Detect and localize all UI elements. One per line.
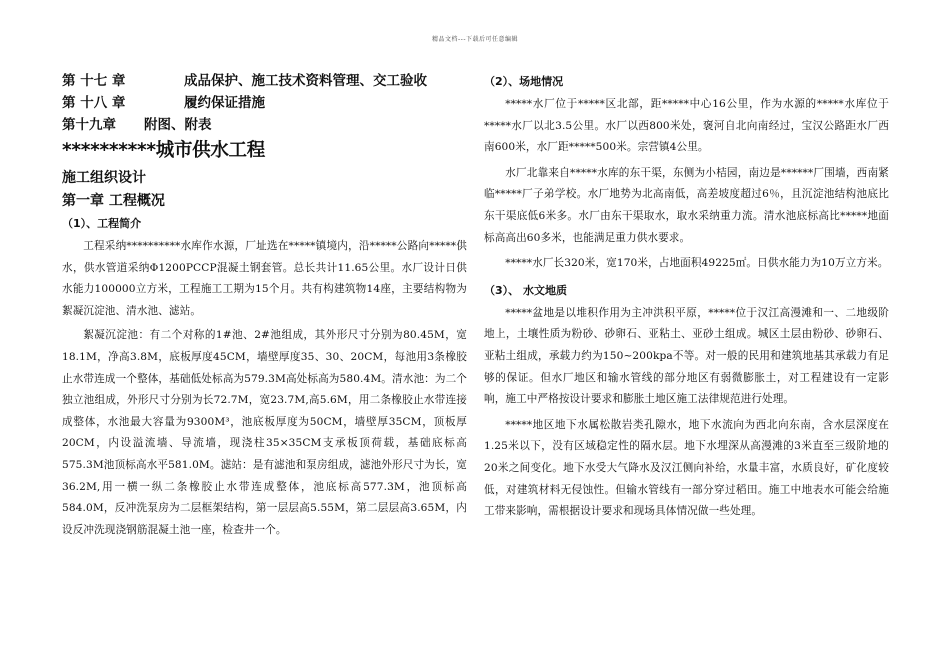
chapter-19-number: 第十九章 [62,117,116,133]
page-header-note: 精品文档---下载后可任意编辑 [432,36,518,43]
groundwater-paragraph: *****地区地下水属松散岩类孔隙水，地下水流向为西北向东南，含水层深度在1.25米以下，没有区域稳定性的隔水层。地下水埋深从高漫滩的3米直至三级阶地的20米之间变化。地下水受大气降水及汉江侧向补给，水量丰富，水质良好，矿化度较低，对建筑材料无侵蚀性。但输水管线有一部分穿过稻田。施工中地表水可能会给施工带来影响，需根据设计要求和现场具体情况做一些处理。 [484,418,889,518]
project-intro-paragraph: 工程采纳**********水库作水源，厂址选在*****镇境内，沿*****公路向*****供水，供水管道采纳Φ1200PCCP混凝土钢套管。总长共计11.65公里。水厂设计日供水能力100000立方米，工程施工工期为15个月。共有构建筑物14座，主要结构物为絮凝沉淀池、清水池、滤站。 [62,240,467,317]
chapter-17-number: 第 十七 章 [62,73,126,89]
right-column [484,70,889,523]
section-project-intro-heading: （1）、工程简介 [62,217,142,230]
chapter-19-title: 附图、附表 [144,117,212,133]
project-title: **********城市供水工程 [62,140,265,161]
chapter-19-heading [62,114,467,136]
chapter-18-number: 第 十八 章 [62,95,126,111]
chapter-1-heading: 第一章 工程概况 [62,193,165,209]
chapter-18-heading [62,92,467,114]
section-site-conditions-heading: （2）、场地情况 [484,75,564,88]
site-surroundings-paragraph: 水厂北靠来自*****水库的东干渠，东侧为小桔园，南边是******厂围墙，西南紧临*****厂子弟学校。水厂地势为北高南低，高差坡度超过6％，且沉淀池结构池底比东干渠底低6米多。水厂由东干渠取水，取水采纳重力流。清水池底标高比*****地面标高高出60多米，也能满足重力供水要求。 [484,166,889,244]
design-title: 施工组织设计 [62,170,146,186]
structures-paragraph: 絮凝沉淀池：有二个对称的1#池、2#池组成，其外形尺寸分别为80.45M，宽18.1M，净高3.8M，底板厚度45CM，墙壁厚度35、30、20CM，每池用3条橡胶止水带连成一个整体，基础低处标高为579.3M高处标高为580.4M。清水池：为二个独立池组成，外形尺寸分别为长72.7M，宽23.7M,高5.6M，用二条橡胶止水带连接成整体，水池最大容量为9300M³，池底板厚度为50CM，墙壁厚35CM，顶板厚20CM，内设溢流墙、导流墙，现浇柱35×35CM支承板顶荷载，基础底标高575.3M池顶标高水平581.0M。滤站：是有滤池和泵房组成，滤池外形尺寸为长，宽36.2M,用一横一纵二条橡胶止水带连成整体，池底标高577.3M，池顶标高584.0M，反冲洗泵房为二层框架结构，第一层层高5.55M，第二层层高3.65M，内设反冲洗现浇钢筋混凝土池一座，检查井一个。 [62,329,467,536]
left-column [62,70,467,541]
chapter-17-title: 成品保护、施工技术资料管理、交工验收 [184,73,427,89]
chapter-18-title: 履约保证措施 [184,95,265,111]
soil-conditions-paragraph: *****盆地是以堆积作用为主冲洪积平原，*****位于汉江高漫滩和一、二地级阶地上，土壤性质为粉砂、砂卵石、亚粘土、亚砂土组成。城区土层由粉砂、砂卵石、亚粘土组成，承载力约为150~200kpa不等。对一般的民用和建筑地基其承载力有足够的保证。但水厂地区和输水管线的部分地区有弱微膨胀土，对工程建设有一定影响，施工中严格按设计要求和膨胀土地区施工法律规范进行处理。 [484,306,889,406]
site-area-paragraph: *****水厂长320米，宽170米，占地面积49225㎡。日供水能力为10万立方米。 [505,257,889,270]
chapter-17-heading [62,70,467,92]
site-location-paragraph: *****水厂位于*****区北部，距*****中心16公里，作为水源的*****水库位于*****水厂以北3.5公里。水厂以西800米处，褒河自北向南经过，宝汉公路距水厂西南600米，水厂距*****500米。宗营镇4公里。 [484,98,889,154]
section-hydrogeology-heading: （3）、 水文地质 [484,283,567,297]
